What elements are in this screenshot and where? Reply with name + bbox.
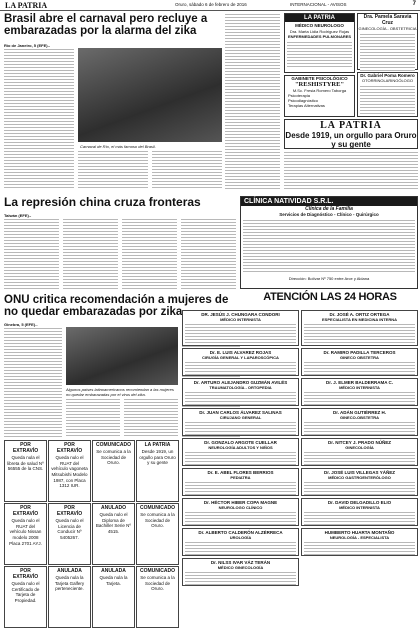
article-body-onu-col2 [66,398,120,437]
classified-title: POR EXTRAVÍO [12,442,39,454]
newspaper-logo: LA PATRIA [5,1,48,10]
doctor-role: MÉDICO INTERNISTA [339,385,380,390]
ad-clinica-direction: Dirección: Bolívar Nº 750 entre Arce y Aldana [288,276,370,281]
ad-patria-block [284,13,355,73]
doctor-name: Dr. JUAN CARLOS ÁLVAREZ SALINAS [199,410,282,415]
ad-clinica-sub: Clínica de la Familia [305,206,353,212]
doctor-ad [182,408,299,436]
headline-onu: ONU critica recomendación a mujeres de no quedar embarazadas por zika [4,294,229,319]
classified-title: LA PATRIA [144,442,171,448]
doctor-name: HUMBERTO HUARTA MONTAÑO [324,530,395,535]
classified-ad [92,503,135,565]
classified-ad [48,503,91,565]
classified-title: POR EXTRAVÍO [56,505,83,517]
doctor-details [304,511,415,525]
doctor-details [185,391,296,405]
doctor-name: Dr. NILSS IVAR VÁZ TERÁN [210,560,271,565]
doctor-details [185,571,296,585]
classified-text: Queda nulo el Diploma de Bachiller Serie Nº 4515. [95,512,132,534]
ad-ginecologa [357,13,418,70]
ad-psico-service-2: Psicodiagnóstico [288,98,319,103]
doctor-details [304,323,415,345]
headline-china: La represión china cruza fronteras [4,195,201,209]
doctor-name: Dr. ADÁN GUTIÉRREZ H. [332,410,387,415]
ad-medico-details [287,41,352,69]
ad-patria-banner [284,119,418,149]
doctor-ad [301,498,418,526]
classified-text: Queda nula la Tarjeta Galfery perteneciente. [54,575,85,592]
classified-ad [136,566,179,628]
ad-patria-banner-title: LA PATRIA [320,120,382,131]
ad-clinica-list [243,219,415,274]
ad-clinica [240,196,418,289]
classified-ad [4,440,47,502]
classified-text: Queda nula el libreta de salud Nº 56555 de la CNS. [7,455,44,472]
ad-psico-brand: "RESHISTYRE" [294,81,345,88]
article-body-china-col2 [63,218,118,290]
photo-caption-onu: Algunos países latinoamericanos recomiendan a las mujeres no quedar embarazadas por el virus del zika. [66,387,174,397]
doctor-name: Dr. ARTURO ALEJANDRO GUZMÁN AVILÉS [193,380,288,385]
headline-brasil: Brasil abre el carnaval pero recluye a embarazadas por la alarma del zika [4,13,208,38]
carnival-photo [78,48,222,142]
ad-psico-title: GABINETE PSICOLÓGICO [291,76,348,81]
classified-ad [4,503,47,565]
doctor-ad [301,438,418,466]
article-body-continued [284,151,418,190]
doctor-details [304,451,415,465]
article-body-china-col1 [4,218,59,290]
ad-medico-sub: ENFERMEDADES PULMONARES [287,34,352,39]
doctor-name: Dr. E. ABEL FLORES BERRIOS [207,470,274,475]
classified-ad [4,566,47,628]
doctor-details [185,541,296,555]
doctor-ad [182,378,299,406]
article-body-brasil-col2 [78,150,148,190]
doctor-details [304,361,415,375]
doctor-ad [182,310,299,346]
doctor-role: GINECO OBSTETRA [340,355,379,360]
onu-photo [66,327,178,385]
doctor-ad [301,348,418,376]
ad-atencion-text: ATENCIÓN LAS 24 HORAS [263,291,397,303]
classified-text: Se comunica a la Sociedad de Oruro. [140,512,175,529]
ad-poma [357,72,418,117]
doctor-role: MÉDICO INTERNISTA [220,317,261,322]
classified-text: Se comunica a la Sociedad de Oruro. [96,449,131,466]
ad-ginecologa-role: GINECOLOGÍA - OBSTETRICIA [358,26,417,31]
ad-clinica-services: Servicios de Diagnóstico - Clínico - Quirúrgico [279,212,379,217]
doctor-role: GINECO-OBSTETRA [339,415,380,420]
article-body-onu-col1 [4,327,62,437]
classified-title: ANULADA [101,568,126,574]
classified-text: Desde 1919, un orgullo para Oruro y su gente [139,449,176,466]
classified-title: COMUNICADO [140,505,175,511]
article-body-brasil-col3 [152,150,222,190]
doctor-ad [182,438,299,466]
ad-ginecologa-details [360,33,415,73]
ad-psico-service-3: Terapias Alternativas [288,103,325,108]
ad-poma-details [360,85,415,115]
article-body-china-col4 [181,218,236,290]
doctor-role: NEUROLOGÍA ADULTOS Y NIÑOS [208,445,273,450]
doctor-details [185,451,296,465]
classified-title: COMUNICADO [96,442,131,448]
doctor-role: TRAUMATOLOGÍA - ORTOPEDIA [209,385,272,390]
photo-caption-brasil: Carnaval de Río, el más famoso del Brasil. [80,144,156,149]
doctor-name: Dr. NITCEY J. PRADO NÚÑEZ [328,440,391,445]
doctor-details [304,391,415,405]
doctor-ad [301,468,418,496]
byline-brasil: Río de Janeiro, 5 (EFE).- [4,43,51,48]
issue-date: Oruro, sábado 6 de febrero de 2016 [175,2,247,7]
doctor-details [185,511,296,525]
byline-china: Taiwán (EFE).- [4,213,32,218]
classified-text: Queda nulo el RUAT del vehículo Nissan modelo 2008 Placa 2701 AYJ. [9,518,42,546]
doctor-details [304,481,415,495]
doctor-name: Dr. ALBERTO CALDERÓN ALZÉRRECA [198,530,283,535]
doctor-name: Dr. JOSÉ A. ORTIZ ORTEGA [329,312,390,317]
page-header [0,0,420,11]
doctor-name: Dr. GONZALO ARGOTE CUELLAR [204,440,277,445]
doctor-ad [182,498,299,526]
doctor-ad [301,310,418,346]
doctor-role: PEDIATRA [230,475,251,480]
article-body-china-col3 [122,218,177,290]
classified-ad [48,566,91,628]
classified-text: Queda nulo el Certificado de Tarjeta de Propiedad. [11,581,40,603]
classified-ad [92,566,135,628]
classified-text: Queda nulo el Licencia de Conducir Nº 5405267. [55,518,84,540]
ad-psico [284,75,355,117]
doctor-role: ESPECIALISTA EN MEDICINA INTERNA [322,317,397,322]
doctor-ad [182,468,299,496]
doctor-name: Dr. RAMIRO PADILLA TERCEROS [323,350,396,355]
doctor-details [185,361,296,375]
doctor-role: GINECOLOGÍA [345,445,374,450]
classified-text: Queda nula la Tarjeta. [99,575,128,586]
classified-title: ANULADO [101,505,126,511]
section-name: INTERNACIONAL - AVISOS [290,2,347,7]
doctor-name: Dr. HÉCTOR HIBER COPA MAGNE [203,500,278,505]
doctor-name: DR. JESÚS J. CHUNGARA CONDORI [201,312,280,317]
doctor-ad [301,378,418,406]
ad-psico-service-1: Psicoterapia [288,93,311,98]
ad-medico-title: MÉDICO NEUROLOGO [295,23,344,28]
classified-text: Se comunica a la Sociedad de Oruro. [140,575,175,592]
ad-patria-banner-line: Desde 1919, un orgullo para Oruro y su gente [285,131,417,149]
classified-title: COMUNICADO [140,568,175,574]
ad-patria-title: LA PATRIA [285,14,354,22]
doctor-ad [182,348,299,376]
classified-ad [136,440,179,502]
doctor-role: MÉDICO GASTROENTERÓLOGO [328,475,391,480]
ad-psico-name: M.Sc. Fresia Romero Taborga [292,88,347,93]
doctor-role: NEUROLOGO CLÍNICO [218,505,263,510]
doctor-role: MÉDICO INTERNISTA [339,505,380,510]
doctor-name: Dr. DAVID DELGADILLO ELIO [327,500,392,505]
article-body-brasil-col1 [4,48,74,190]
doctor-role: CIRUGÍA GENERAL Y LAPAROSCÓPICA [202,355,279,360]
doctor-ad [182,528,299,556]
doctor-role: NEUROLOGÍA - ESPECIALISTA [329,535,390,540]
article-body-brasil-col4 [225,13,280,190]
doctor-ad [301,408,418,436]
doctor-details [185,481,296,495]
ad-medico-name: Dra. Marta Lidia Rodríguez Rojas [289,29,350,34]
doctor-details [304,421,415,435]
page-number: 7 [412,1,416,7]
doctor-role: MÉDICO GINECOLOGÍA [217,565,264,570]
doctor-details [185,421,296,435]
doctor-details [185,323,296,345]
classified-title: POR EXTRAVÍO [56,442,83,454]
ad-atencion-banner [240,291,420,309]
doctor-details [304,541,415,555]
byline-onu: Ginebra, 5 (EFE).- [4,322,38,327]
classified-title: POR EXTRAVÍO [12,568,39,580]
doctor-ad [182,558,299,586]
classified-title: POR EXTRAVÍO [12,505,39,517]
classified-ad [92,440,135,502]
article-body-onu-col3 [124,398,178,437]
doctor-ad [301,528,418,556]
doctor-role: UROLOGÍA [229,535,252,540]
ad-clinica-name: CLÍNICA NATIVIDAD S.R.L. [241,197,417,206]
classified-ad [48,440,91,502]
ad-poma-name: Dr. Gabriel Poma Romero [360,73,415,78]
ad-poma-role: OTORRINOLARINGÓLOGO [361,78,414,83]
classified-ad [136,503,179,565]
ad-ginecologa-name: Dra. Pamela Saravia Cruz [363,14,412,26]
classified-title: ANULADA [57,568,82,574]
doctor-name: Dr. J. ELMER BALDERRAMA C. [325,380,394,385]
classified-text: Queda nulo el RUAT del vehículo vagoneta Mitsubishi Modelo 1987, con Placa 1312 IUR. [51,455,88,489]
doctor-name: Dr. E. LUIS ALVAREZ ROJAS [209,350,272,355]
doctor-role: CIRUJANO GENERAL [219,415,262,420]
doctor-name: Dr. JOSÉ LUIS VILLEGAS YÁÑEZ [324,470,395,475]
